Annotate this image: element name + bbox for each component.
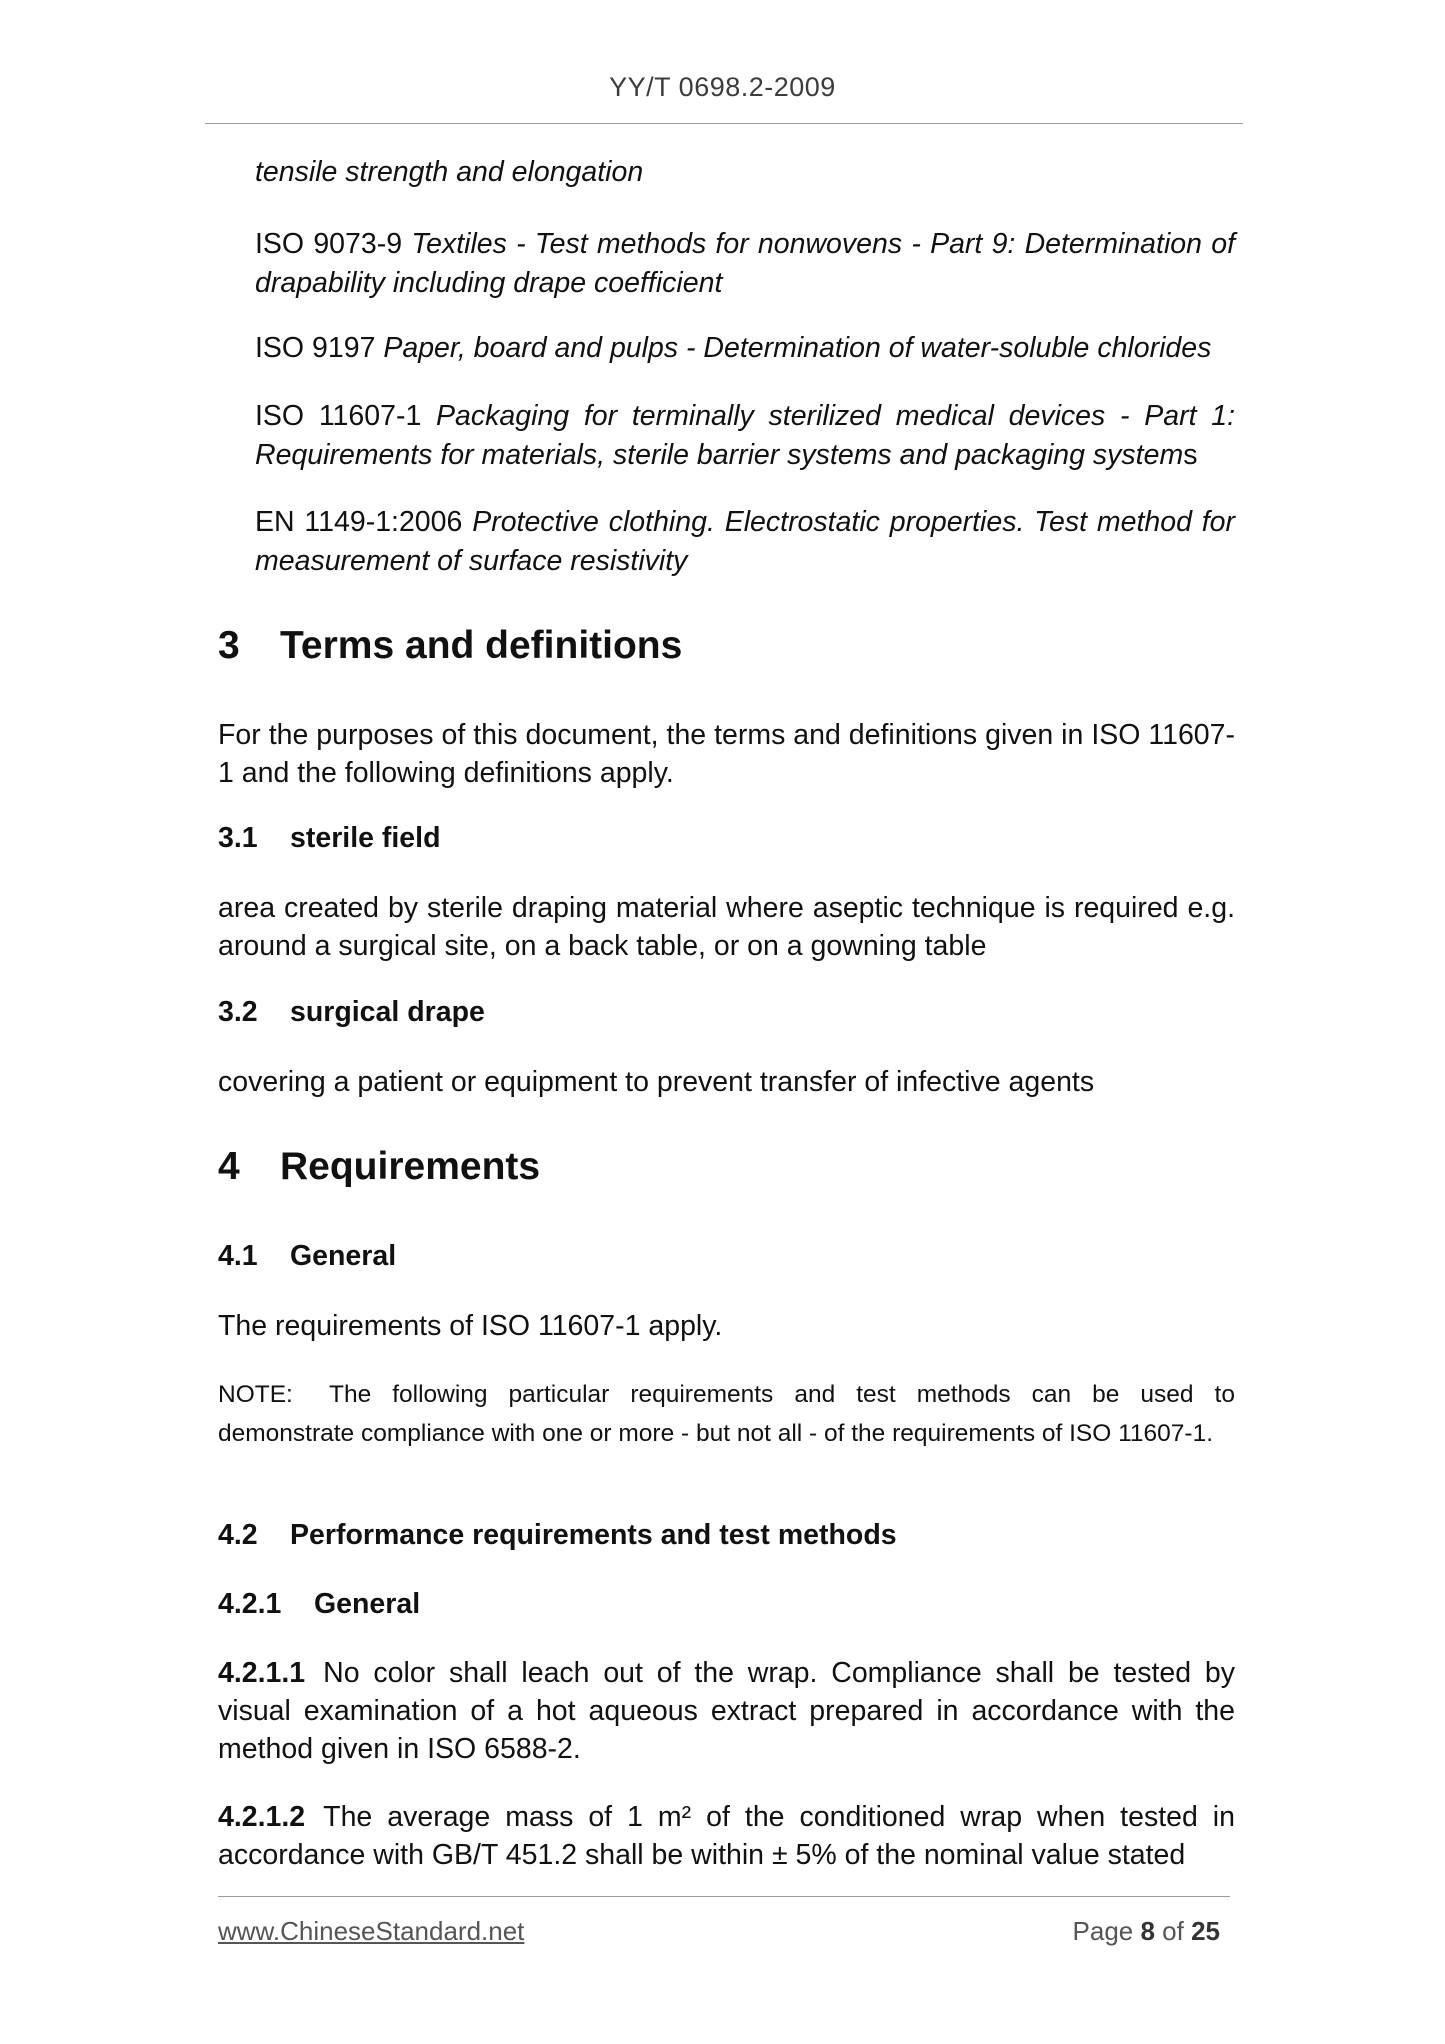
page-header-doc-id: YY/T 0698.2-2009 <box>609 72 836 102</box>
reference-title: Packaging for terminally sterilized medical devices - Part 1: Requirements for materials, sterile barrier systems and packaging system <box>255 400 1235 471</box>
note-text: The following particular requirements and test methods can be used to demonstrate compliance with one or more - but not all - of the requirements of ISO 11607-1. <box>218 1381 1235 1447</box>
section-title: Requirements <box>280 1145 541 1188</box>
section-title: Performance requirements and test methods <box>290 1519 897 1551</box>
page-total: 25 <box>1191 1916 1220 1946</box>
note-block <box>218 1375 1235 1453</box>
clause-text: No color shall leach out of the wrap. Compliance shall be tested by visual examination of a hot aqueous extract prepared in accordance with the method given in ISO 6588-2. <box>218 1657 1235 1765</box>
page-label: Page <box>1072 1916 1141 1946</box>
reference-title: Protective clothing. Electrostatic properties. Test method for measurement of surface resistivity <box>255 506 1235 577</box>
section-4-1-heading <box>218 1237 396 1275</box>
reference-entry-iso-9197 <box>255 329 1235 368</box>
section-4-heading <box>218 1144 540 1190</box>
section-4-2-1-heading <box>218 1585 420 1623</box>
page-of: of <box>1154 1916 1192 1946</box>
clause-number: 4.2.1.1 <box>218 1657 306 1689</box>
footer-page-indicator <box>1073 1916 1220 1947</box>
term-3-2-heading <box>218 993 485 1031</box>
section-number: 3 <box>218 624 240 667</box>
term-3-2-definition: covering a patient or equipment to prevent transfer of infective agents <box>218 1066 1095 1098</box>
section-title: Terms and definitions <box>280 624 683 667</box>
reference-code: ISO 9073-9 <box>255 228 412 260</box>
clause-4-2-1-1 <box>218 1654 1235 1768</box>
footer-website-link[interactable]: www.ChineseStandard.net <box>218 1916 525 1946</box>
reference-entry-continued <box>255 153 1235 192</box>
clause-text: The average mass of 1 m² of the conditioned wrap when tested in accordance with GB/T 451.2 shall be within ± 5% of the nominal value stated <box>218 1801 1235 1871</box>
footer-divider <box>218 1896 1230 1897</box>
reference-entry-en-1149-1 <box>255 503 1235 581</box>
reference-entry-iso-11607-1 <box>255 397 1235 475</box>
section-title: General <box>314 1588 421 1620</box>
reference-code: EN 1149-1:2006 <box>255 506 473 538</box>
section-4-2-heading <box>218 1516 897 1554</box>
clause-4-2-1-2 <box>218 1798 1235 1874</box>
note-label: NOTE: <box>218 1381 293 1408</box>
reference-title: Paper, board and pulps - Determination of water-soluble chlorides <box>383 332 1212 364</box>
reference-code: ISO 9197 <box>255 332 384 364</box>
section-number: 4.1 <box>218 1240 258 1272</box>
header-divider <box>205 123 1243 124</box>
term-3-1-heading <box>218 819 440 857</box>
page-current: 8 <box>1140 1916 1155 1946</box>
term-name: surgical drape <box>290 996 485 1028</box>
reference-title: Textiles - Test methods for nonwovens - Part 9: Determination of drapability including drape coefficient <box>255 228 1235 299</box>
section-3-heading <box>218 623 682 669</box>
reference-title-tail: s <box>1183 439 1198 471</box>
clause-number: 4.2.1.2 <box>218 1801 306 1833</box>
reference-code: ISO 11607-1 <box>255 400 437 432</box>
term-number: 3.2 <box>218 996 258 1028</box>
section-number: 4.2.1 <box>218 1588 282 1620</box>
reference-title: tensile strength and elongation <box>255 156 644 188</box>
section-number: 4 <box>218 1145 240 1188</box>
term-name: sterile field <box>290 822 441 854</box>
section-3-intro: For the purposes of this document, the terms and definitions given in ISO 11607-1 and the following definitions apply. <box>218 719 1235 789</box>
section-title: General <box>290 1240 397 1272</box>
section-4-1-text: The requirements of ISO 11607-1 apply. <box>218 1310 723 1342</box>
section-number: 4.2 <box>218 1519 258 1551</box>
term-number: 3.1 <box>218 822 258 854</box>
term-3-1-definition: area created by sterile draping material where aseptic technique is required e.g. around a surgical site, on a back table, or on a gowning table <box>218 892 1235 962</box>
reference-entry-iso-9073-9 <box>255 225 1235 303</box>
